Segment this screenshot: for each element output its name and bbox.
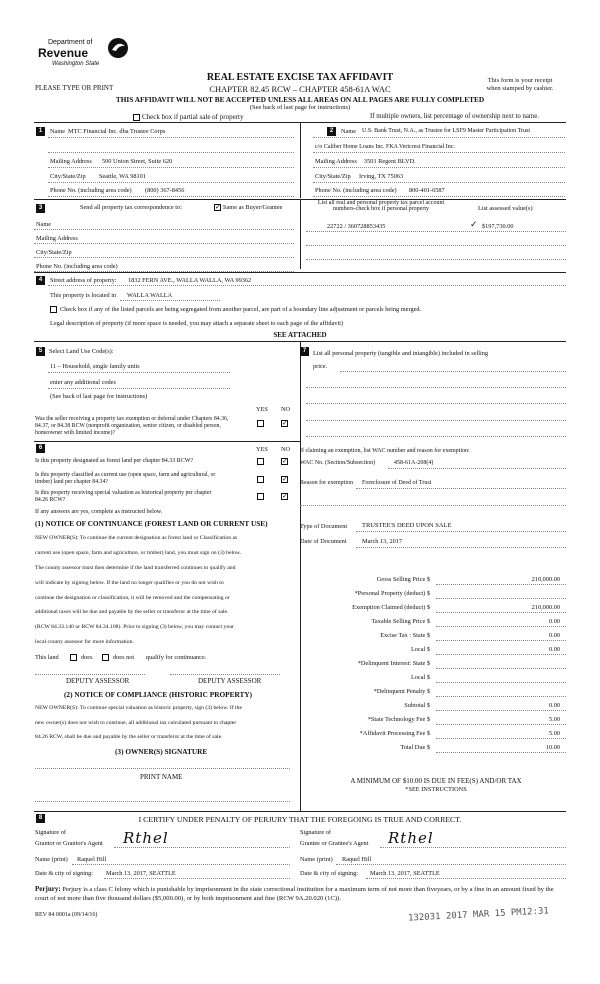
perjury-text: Perjury is a class C felony which is punishable by imprisonment in the state correctional institution for a maximum term of not more than fiveyears, or by a fine in an amount fixed by the court of not more than five thousand dollars ($5,000.00), or by both imprisonment and fine (RCW 9A.20.020 (1C)). — [35, 886, 554, 902]
n1-line-5: continue the designation or classification, it will be removed and the compensating or — [35, 595, 230, 601]
n2-line-2: new owner(s) does not wish to continue, all additional tax calculated pursuant to chapter — [35, 720, 237, 726]
tax-row-label: Local $ — [410, 674, 430, 681]
tax-row-label: Gross Selling Price $ — [376, 576, 430, 583]
please-type-label: PLEASE TYPE OR PRINT — [35, 84, 114, 92]
rule — [300, 122, 301, 198]
s5-no-header: NO — [281, 406, 291, 413]
notice-compliance-title: (2) NOTICE OF COMPLIANCE (HISTORIC PROPERTY) — [64, 690, 253, 699]
section-5-badge: 5 — [36, 347, 45, 356]
rule — [380, 847, 566, 848]
s6-no-header: NO — [281, 446, 291, 453]
rule — [388, 468, 566, 469]
tax-row — [300, 604, 566, 617]
rule — [34, 441, 300, 442]
exemption-no-checkbox[interactable]: ✓ — [282, 419, 288, 427]
owner-signature-label: (3) OWNER(S) SIGNATURE — [115, 747, 208, 756]
send-correspondence-label: Send all property tax correspondence to: — [80, 204, 182, 211]
section-6-badge: 6 — [36, 444, 45, 453]
perjury-note — [35, 885, 565, 903]
tax-row-label: Taxable Selling Price $ — [371, 618, 430, 625]
tax-row-value[interactable]: 0.00 — [548, 618, 560, 625]
forest-yes-checkbox[interactable] — [257, 458, 264, 465]
n2-line-1: NEW OWNER(S): To continue special valuation as historic property, sign (3) below. If the — [35, 705, 242, 711]
located-county[interactable]: WALLA WALLA — [127, 292, 173, 299]
n1-line-7: (RCW 84.33.140 or RCW 84.34.108). Prior to signing (3) below, you may contact your — [35, 624, 234, 630]
parcel-header: List all real and personal property tax parcel account numbers-check box if personal property — [317, 200, 445, 212]
seller-mailing-label: Mailing Address — [50, 158, 92, 165]
wac-number[interactable]: 458-61A-208(4) — [394, 460, 434, 466]
partial-sale-checkbox[interactable] — [133, 114, 140, 121]
tax-row — [300, 688, 566, 701]
buyer-name-2[interactable]: c/o Caliber Home Loans Inc. FKA Vericrest Financial Inc. — [315, 144, 455, 150]
section-1-badge: 1 — [36, 127, 45, 136]
tax-row — [300, 576, 566, 589]
personal-property-check-icon: ✓ — [470, 220, 478, 230]
s6-yes-header: YES — [256, 446, 268, 453]
s3-city-label: City/State/Zip — [36, 249, 72, 256]
rule — [336, 864, 566, 865]
recording-stamp: 132031 2017 MAR 15 PM12:31 — [407, 906, 550, 924]
s5-see-back: (See back of last page for instructions) — [50, 393, 148, 400]
tax-row-label: Subtotal $ — [404, 702, 430, 709]
notice-continuance-title: (1) NOTICE OF CONTINUANCE (FOREST LAND OR CURRENT USE) — [35, 519, 268, 528]
date-label-right: Date & city of signing: — [300, 870, 359, 877]
tax-row-line — [436, 710, 566, 711]
rule — [306, 245, 566, 246]
forest-land-question: Is this property designated as forest land per chapter 84.33 RCW? — [35, 458, 194, 464]
rule — [300, 199, 301, 269]
sig-label-left: Signature of — [35, 829, 66, 836]
does-checkbox[interactable] — [70, 654, 77, 661]
tax-row — [300, 674, 566, 687]
rule — [356, 531, 566, 532]
grantor-signature[interactable]: Rthel — [123, 829, 169, 847]
assessed-header: List assessed value(s) — [478, 205, 533, 212]
rule — [34, 811, 566, 812]
receipt-note-2: when stamped by cashier. — [486, 85, 554, 92]
see-instructions-note: *SEE INSTRUCTIONS — [405, 786, 467, 793]
tax-row-label: *State Technology Fee $ — [367, 716, 430, 723]
seller-name[interactable]: MTC Financial Inc. dba Trustee Corps — [68, 128, 166, 135]
assessed-value[interactable]: $197,730.00 — [482, 223, 514, 230]
historic-yes-checkbox[interactable] — [257, 493, 264, 500]
doc-type-label: Type of Document — [300, 523, 348, 530]
n1-line-1: NEW OWNER(S): To continue the current designation as forest land or Classification as — [35, 535, 238, 541]
rule — [48, 196, 294, 197]
tax-row-label: *Delinquent Penalty $ — [373, 688, 430, 695]
tax-row-line — [436, 584, 566, 585]
rule — [48, 372, 230, 373]
name-right[interactable]: Raquel Hill — [342, 856, 372, 863]
seller-city-label: City/State/Zip — [50, 173, 86, 180]
tax-row-label: Total Due $ — [400, 744, 430, 751]
rule — [306, 387, 566, 388]
print-name-label: PRINT NAME — [140, 773, 183, 781]
current-use-question: Is this property classified as current use (open space, farm and agricultural, or timber) land per chapter 84.34? — [35, 472, 216, 485]
personal-property-label: List all personal property (tangible and intangible) included in selling — [313, 350, 489, 357]
tax-row — [300, 702, 566, 715]
tax-row-label: *Delinquent Interest: State $ — [357, 660, 430, 667]
qualify-label: qualify for continuance. — [146, 654, 207, 661]
segregate-label: Check box if any of the listed parcels are being segregated from another parcel, are part of a boundary line adjustment or parcels being merged. — [60, 306, 422, 313]
rule — [306, 420, 566, 421]
multiple-owners-note: If multiple owners, list percentage of ownership next to name. — [370, 113, 539, 120]
form-revision: REV 84 0001a (09/14/16) — [35, 912, 98, 918]
washington-state-label: Washington State — [52, 61, 100, 67]
wac-label: WAC No. (Section/Subsection) — [300, 460, 376, 466]
if-yes-note: If any answers are yes, complete as instructed below. — [35, 509, 163, 515]
rule — [48, 182, 294, 183]
doc-date[interactable]: March 13, 2017 — [362, 538, 403, 545]
price-label: price. — [313, 363, 328, 370]
rule — [313, 196, 565, 197]
historic-no-checkbox[interactable]: ✓ — [282, 492, 288, 500]
tax-row-value[interactable]: 0.00 — [548, 646, 560, 653]
section-2-badge: 2 — [327, 127, 336, 136]
rule — [114, 847, 290, 848]
exemption-yes-checkbox[interactable] — [257, 420, 264, 427]
tax-calculation-table — [300, 576, 566, 758]
tax-row — [300, 618, 566, 631]
tax-row-line — [436, 752, 566, 753]
n1-line-8: local county assessor for more information. — [35, 639, 134, 645]
buyer-name-label: Name — [341, 128, 357, 135]
n1-line-3: The county assessor must then determine if the land transferred continues to qualify and — [35, 565, 236, 571]
s3-name-label: Name — [36, 221, 52, 228]
grantor-label: Grantor or Grantor's Agent — [35, 840, 103, 847]
rule — [306, 259, 566, 260]
seller-city[interactable]: Seattle, WA 98101 — [99, 173, 146, 180]
see-back-note: (See back of last page for instructions) — [249, 104, 351, 111]
acceptance-warning: THIS AFFIDAVIT WILL NOT BE ACCEPTED UNLESS ALL AREAS ON ALL PAGES ARE FULLY COMPLETED — [115, 95, 485, 104]
rule — [366, 878, 566, 879]
segregate-checkbox[interactable] — [50, 306, 57, 313]
tax-row-line — [436, 654, 566, 655]
rule — [34, 257, 294, 258]
rule — [48, 152, 294, 153]
rule — [35, 674, 145, 675]
sig-label-right: Signature of — [300, 829, 331, 836]
revenue-label: Revenue — [38, 46, 89, 60]
rule — [340, 371, 566, 372]
doc-type[interactable]: TRUSTEE'S DEED UPON SALE — [362, 522, 452, 529]
s5-yes-header: YES — [256, 406, 268, 413]
seller-name-label: Name — [50, 128, 66, 135]
land-use-label: Select Land Use Code(s): — [49, 348, 114, 355]
rule — [306, 436, 566, 437]
tax-row-line — [436, 598, 566, 599]
rule — [48, 285, 566, 286]
tax-row-value[interactable]: 5.00 — [548, 730, 560, 737]
historic-question: Is this property receiving special valuation as historical property per chapter 84.26 RCW? — [35, 490, 212, 503]
current-use-yes-checkbox[interactable] — [257, 476, 264, 483]
deputy-assessor-1: DEPUTY ASSESSOR — [66, 677, 130, 685]
rule — [356, 488, 566, 489]
rule — [120, 300, 220, 301]
tax-row-label: *Affidavit Processing Fee $ — [359, 730, 430, 737]
name-label-left: Name (print) — [35, 856, 68, 863]
rule — [313, 167, 565, 168]
form-chapter: CHAPTER 82.45 RCW – CHAPTER 458-61A WAC — [209, 84, 391, 94]
n1-line-6: additional taxes will be due and payable by the seller or transferor at the time of sale. — [35, 609, 229, 615]
form-title: REAL ESTATE EXCISE TAX AFFIDAVIT — [206, 72, 394, 83]
buyer-phone-label: Phone No. (including area code) — [315, 187, 397, 194]
rule — [34, 243, 294, 244]
tax-row-value[interactable]: 10.00 — [545, 744, 560, 751]
tax-row-value[interactable]: 0.00 — [548, 702, 560, 709]
street-address[interactable]: 1832 FERN AVE., WALLA WALLA, WA 99362 — [128, 277, 252, 284]
tax-row-line — [436, 668, 566, 669]
rule — [48, 167, 294, 168]
rule — [170, 674, 280, 675]
located-label: This property is located in — [50, 292, 117, 299]
doc-date-label: Date of Document — [300, 538, 347, 545]
grantee-label: Grantee or Grantee's Agent — [300, 840, 369, 847]
tax-row-line — [436, 640, 566, 641]
tax-row-label: Local $ — [410, 646, 430, 653]
partial-sale-label: Check box if partial sale of property — [142, 113, 244, 121]
date-left[interactable]: March 13, 2017, SEATTLE — [106, 870, 176, 877]
section-7-badge: 7 — [300, 347, 309, 356]
tax-row-label: Excise Tax : State $ — [380, 632, 430, 639]
s3-phone-label: Phone No. (including area code) — [36, 263, 118, 270]
rule — [313, 137, 565, 138]
tax-row — [300, 660, 566, 673]
n1-line-2: current use (open space, farm and agriculture, or timber) land, you must sign on (3) below. — [35, 550, 242, 556]
rule — [34, 229, 294, 230]
tax-row — [300, 730, 566, 743]
buyer-name[interactable]: U.S. Bank Trust, N.A., as Trustee for LSF9 Master Participation Trust — [362, 128, 531, 134]
tax-row-line — [436, 612, 566, 613]
land-use-code[interactable]: 11 – Household, single family units — [50, 363, 140, 370]
tax-row-value[interactable]: 210,000.00 — [531, 604, 560, 611]
tax-row-line — [436, 626, 566, 627]
section-4-badge: 4 — [36, 276, 45, 285]
this-land-label: This land — [35, 654, 59, 661]
deputy-assessor-2: DEPUTY ASSESSOR — [198, 677, 262, 685]
street-label: Street address of property: — [50, 277, 117, 284]
current-use-no-checkbox[interactable]: ✓ — [282, 475, 288, 483]
tax-row-value[interactable]: 0.00 — [548, 632, 560, 639]
does-not-label: does not — [113, 654, 135, 661]
buyer-phone[interactable]: 800-401-6587 — [409, 187, 445, 194]
rule — [356, 547, 566, 548]
date-label-left: Date & city of signing: — [35, 870, 94, 877]
buyer-city[interactable]: Irving, TX 75063 — [359, 173, 404, 180]
rule — [35, 801, 290, 802]
tax-row — [300, 744, 566, 757]
s3-mailing-label: Mailing Address — [36, 235, 78, 242]
rule — [48, 137, 294, 138]
seller-phone[interactable]: (800) 367-8456 — [145, 187, 185, 194]
tax-row-line — [436, 724, 566, 725]
buyer-city-label: City/State/Zip — [315, 173, 351, 180]
dor-logo — [38, 36, 133, 72]
parcel-number[interactable]: 22722 / 360728853435 — [327, 223, 386, 230]
rule — [300, 505, 566, 506]
rule — [48, 388, 230, 389]
seller-phone-label: Phone No. (including area code) — [50, 187, 132, 194]
legal-label: Legal description of property (if more space is needed, you may attach a separate sheet to each page of the affidavit) — [50, 320, 344, 327]
buyer-mailing[interactable]: 3501 Regent BLVD. — [364, 158, 416, 165]
name-left[interactable]: Raquel Hill — [77, 856, 107, 863]
section-3-badge: 3 — [36, 204, 45, 213]
section-8-badge: 8 — [36, 814, 45, 823]
does-label: does — [81, 654, 93, 661]
tax-row-line — [436, 682, 566, 683]
seller-mailing[interactable]: 500 Union Street, Suite 620 — [102, 158, 173, 165]
rule — [306, 403, 566, 404]
buyer-mailing-label: Mailing Address — [315, 158, 357, 165]
additional-codes-label: enter any additional codes — [50, 379, 116, 386]
name-label-right: Name (print) — [300, 856, 333, 863]
receipt-note-1: This form is your receipt — [487, 77, 553, 84]
rule — [34, 272, 566, 273]
tax-row-label: Exemption Claimed (deduct) $ — [352, 604, 430, 611]
rule — [306, 231, 566, 232]
tax-row-line — [436, 696, 566, 697]
same-as-buyer-checkbox[interactable]: ✓ — [215, 203, 221, 211]
rule — [313, 152, 565, 153]
reason-label: Reason for exemption — [300, 480, 353, 486]
dor-seal-icon — [106, 36, 130, 60]
grantee-signature[interactable]: Rthel — [388, 829, 434, 847]
tax-row-value[interactable]: 5.00 — [548, 716, 560, 723]
perjury-label: Perjury: — [35, 885, 61, 893]
tax-row — [300, 632, 566, 645]
tax-row — [300, 716, 566, 729]
minimum-due-note: A MINIMUM OF $10.00 IS DUE IN FEE(S) AND/OR TAX — [350, 777, 522, 785]
exemption-question: Was the seller receiving a property tax exemption or deferral under Chapters 84.36, 84.37, or 84.38 RCW (nonprofit organization, senior citizen, or disabled person, homeowner with limited income)? — [35, 416, 229, 436]
tax-row-label: *Personal Property (deduct) $ — [354, 590, 430, 597]
rule — [313, 182, 565, 183]
dept-label: Department of — [48, 39, 93, 46]
does-not-checkbox[interactable] — [102, 654, 109, 661]
n2-line-3: 84.26 RCW, shall be due and payable by the seller or transferor at the time of sale. — [35, 734, 223, 740]
see-attached: SEE ATTACHED — [273, 331, 327, 339]
tax-row-line — [436, 738, 566, 739]
date-right[interactable]: March 13, 2017, SEATTLE — [370, 870, 440, 877]
wac-intro: If claiming an exemption, list WAC number and reason for exemption: — [300, 448, 470, 454]
rule — [72, 864, 290, 865]
certify-statement: I CERTIFY UNDER PENALTY OF PERJURY THAT THE FOREGOING IS TRUE AND CORRECT. — [138, 815, 462, 824]
same-as-buyer-label: Same as Buyer/Grantee — [223, 204, 283, 211]
forest-no-checkbox[interactable]: ✓ — [282, 457, 288, 465]
tax-row-value[interactable]: 210,000.00 — [531, 576, 560, 583]
rule — [104, 878, 290, 879]
tax-row — [300, 646, 566, 659]
rule — [35, 768, 290, 769]
reason-value[interactable]: Foreclosure of Deed of Trust — [362, 480, 432, 486]
n1-line-4: will indicate by signing below. If the land no longer qualifies or you do not wish to — [35, 580, 224, 586]
tax-row — [300, 590, 566, 603]
